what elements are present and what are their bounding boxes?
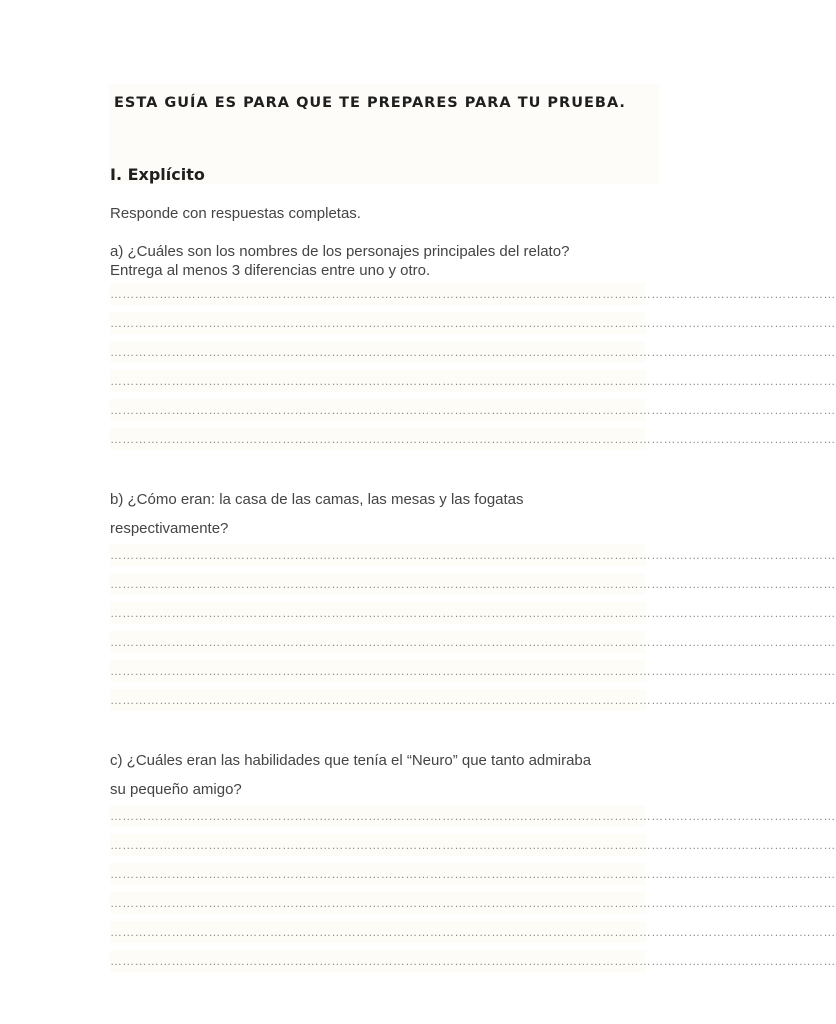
question-c-line-2: su pequeño amigo? [110, 781, 242, 798]
instructions-text: Responde con respuestas completas. [110, 205, 361, 222]
answer-line: …………………………………………………………………………………………………………………………………………………………… [110, 950, 646, 972]
answer-line: …………………………………………………………………………………………………………………………………………………………… [110, 863, 646, 885]
answer-line: …………………………………………………………………………………………………………………………………………………………… [110, 892, 646, 914]
question-c [110, 746, 591, 804]
answer-line: …………………………………………………………………………………………………………………………………………………………… [110, 283, 646, 305]
answer-line: …………………………………………………………………………………………………………………………………………………………… [110, 689, 646, 711]
question-a [110, 242, 569, 280]
answer-line: …………………………………………………………………………………………………………………………………………………………… [110, 312, 646, 334]
answer-line: …………………………………………………………………………………………………………………………………………………………… [110, 573, 646, 595]
question-a-line-2: Entrega al menos 3 diferencias entre uno y otro. [110, 262, 431, 279]
answer-line: …………………………………………………………………………………………………………………………………………………………… [110, 602, 646, 624]
answer-line: …………………………………………………………………………………………………………………………………………………………… [110, 544, 646, 566]
answer-line: …………………………………………………………………………………………………………………………………………………………… [110, 341, 646, 363]
answer-line: …………………………………………………………………………………………………………………………………………………………… [110, 428, 646, 450]
question-b-line-1: b) ¿Cómo eran: la casa de las camas, las mesas y las fogatas [110, 491, 524, 508]
question-a-line-1: a) ¿Cuáles son los nombres de los personajes principales del relato? [110, 243, 570, 260]
question-c-line-1: c) ¿Cuáles eran las habilidades que tenía el “Neuro” que tanto admiraba [110, 752, 592, 769]
worksheet-title: ESTA GUÍA ES PARA QUE TE PREPARES PARA TU PRUEBA. [114, 95, 626, 111]
section-heading: I. Explícito [110, 165, 205, 184]
answer-line: …………………………………………………………………………………………………………………………………………………………… [110, 370, 646, 392]
answer-line: …………………………………………………………………………………………………………………………………………………………… [110, 399, 646, 421]
answer-line: …………………………………………………………………………………………………………………………………………………………… [110, 805, 646, 827]
answer-line: …………………………………………………………………………………………………………………………………………………………… [110, 631, 646, 653]
answer-line: …………………………………………………………………………………………………………………………………………………………… [110, 921, 646, 943]
answer-line: …………………………………………………………………………………………………………………………………………………………… [110, 834, 646, 856]
question-b [110, 485, 524, 543]
question-b-line-2: respectivamente? [110, 520, 229, 537]
answer-line: …………………………………………………………………………………………………………………………………………………………… [110, 660, 646, 682]
